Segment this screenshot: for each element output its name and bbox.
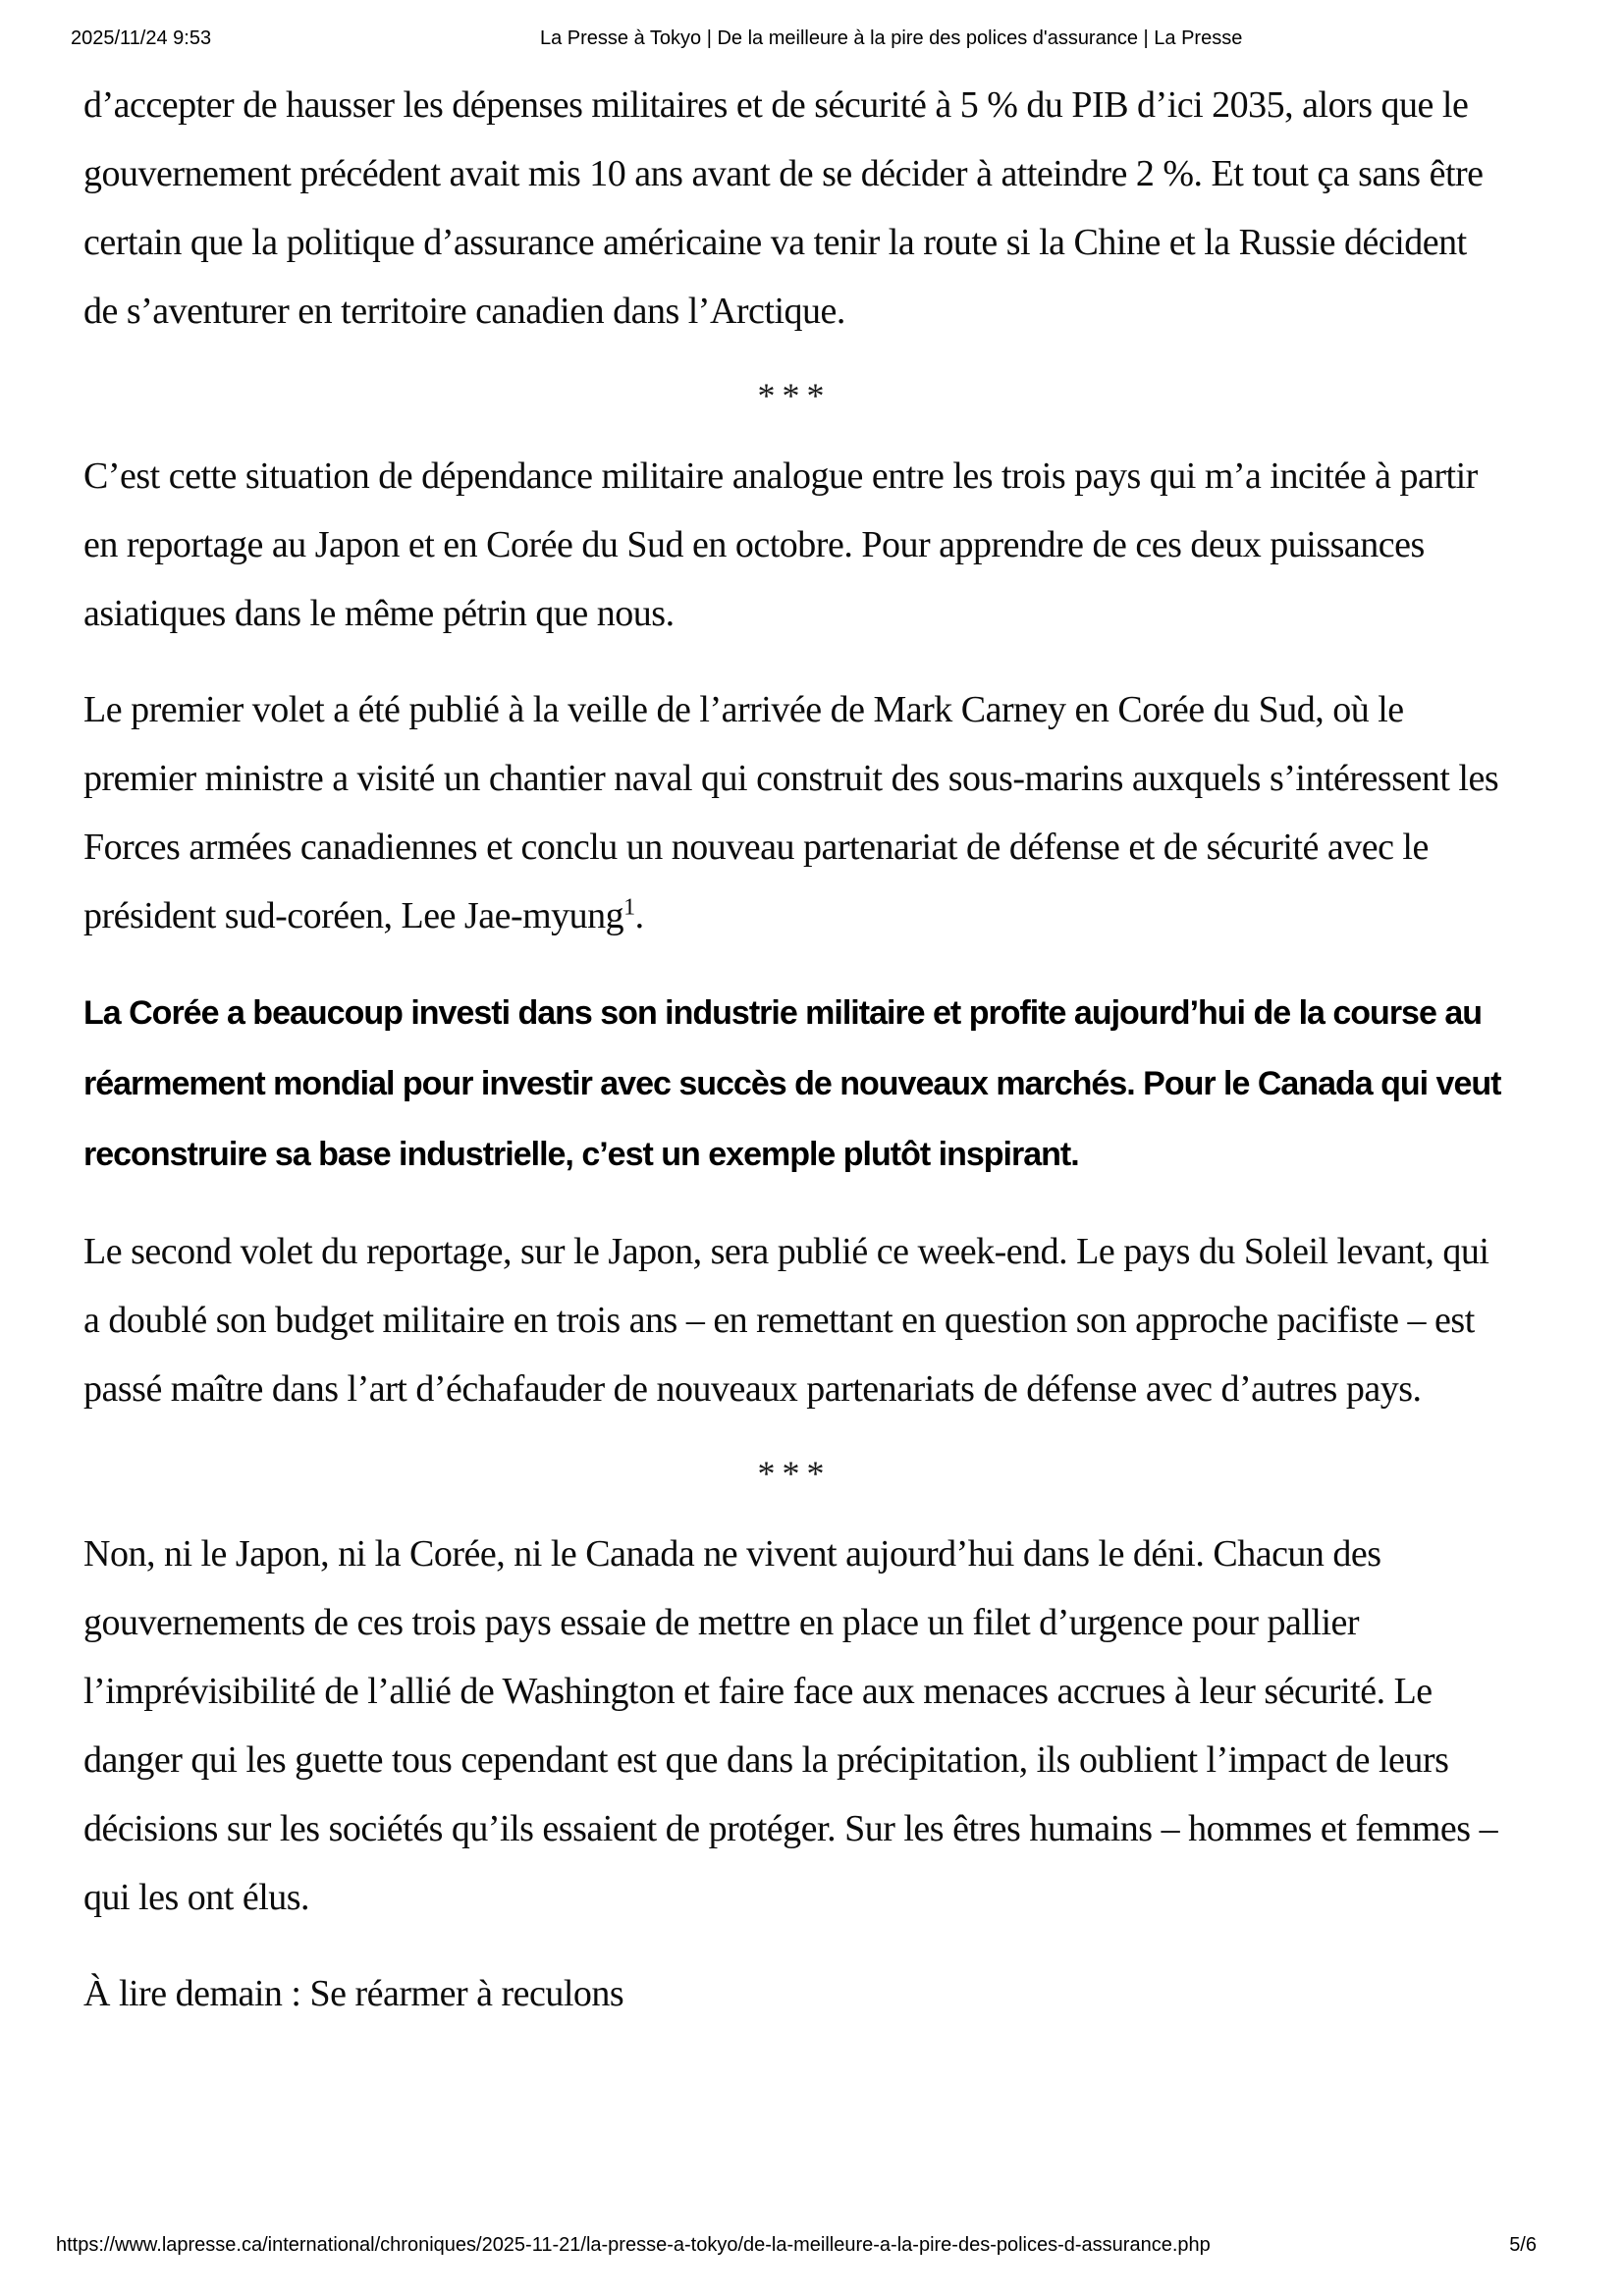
article-paragraph: Le premier volet a été publié à la veille de l’arrivée de Mark Carney en Corée du Sud, où le premier ministre a visité un chantier naval qui construit des sous-marins auxquels s’intéressent les Forces armées canadiennes et conclu un nouveau partenariat de défense et de sécurité avec le président sud-coréen, Lee Jae-myung$^1$. xyxy=(83,689,1499,936)
article-paragraph: d’accepter de hausser les dépenses militaires et de sécurité à 5 % du PIB d’ici 2035, alors que le gouvernement précédent avait mis 10 ans avant de se décider à atteindre 2 %. Et tout ça sans être certain que la politique d’assurance américaine va tenir la route si la Chine et la Russie décident de s’aventurer en territoire canadien dans l’Arctique. xyxy=(83,84,1484,332)
article-paragraph: À lire demain : Se réarmer à reculons xyxy=(83,1973,624,2014)
print-header-title: La Presse à Tokyo | De la meilleure à la pire des polices d'assurance | La Presse xyxy=(540,27,1243,49)
section-separator: *** xyxy=(757,376,832,415)
print-footer-url: https://www.lapresse.ca/international/chroniques/2025-11-21/la-presse-a-tokyo/de-la-meilleure-a-la-pire-des-polices-d-assurance.php xyxy=(56,2234,1211,2256)
print-header-date: 2025/11/24 9:53 xyxy=(71,27,212,49)
section-separator: *** xyxy=(757,1454,832,1493)
article-paragraph: Non, ni le Japon, ni la Corée, ni le Canada ne vivent aujourd’hui dans le déni. Chacun des gouvernements de ces trois pays essaie de mettre en place un filet d’urgence pour pallier l’imprévisibilité de l’allié de Washington et faire face aux menaces accrues à leur sécurité. Le danger qui les guette tous cependant est que dans la précipitation, ils oublient l’impact de leurs décisions sur les sociétés qu’ils essaient de protéger. Sur les êtres humains – hommes et femmes – qui les ont élus. xyxy=(83,1533,1498,1918)
highlight-paragraph: La Corée a beaucoup investi dans son industrie militaire et profite aujourd’hui de la course au réarmement mondial pour investir avec succès de nouveaux marchés. Pour le Canada qui veut reconstruire sa base industrielle, c’est un exemple plutôt inspirant. xyxy=(83,994,1501,1173)
article-paragraph: Le second volet du reportage, sur le Japon, sera publié ce week-end. Le pays du Soleil levant, qui a doublé son budget militaire en trois ans – en remettant en question son approche pacifiste – est passé maître dans l’art d’échafauder de nouveaux partenariats de défense avec d’autres pays. xyxy=(83,1231,1489,1410)
footnote-ref: 1 xyxy=(623,894,635,921)
print-footer-page-number: 5/6 xyxy=(1509,2234,1537,2256)
print-footer xyxy=(56,2234,1537,2257)
article-body xyxy=(83,71,1505,2056)
article-paragraph: C’est cette situation de dépendance militaire analogue entre les trois pays qui m’a incitée à partir en reportage au Japon et en Corée du Sud en octobre. Pour apprendre de ces deux puissances asiatiques dans le même pétrin que nous. xyxy=(83,455,1478,634)
